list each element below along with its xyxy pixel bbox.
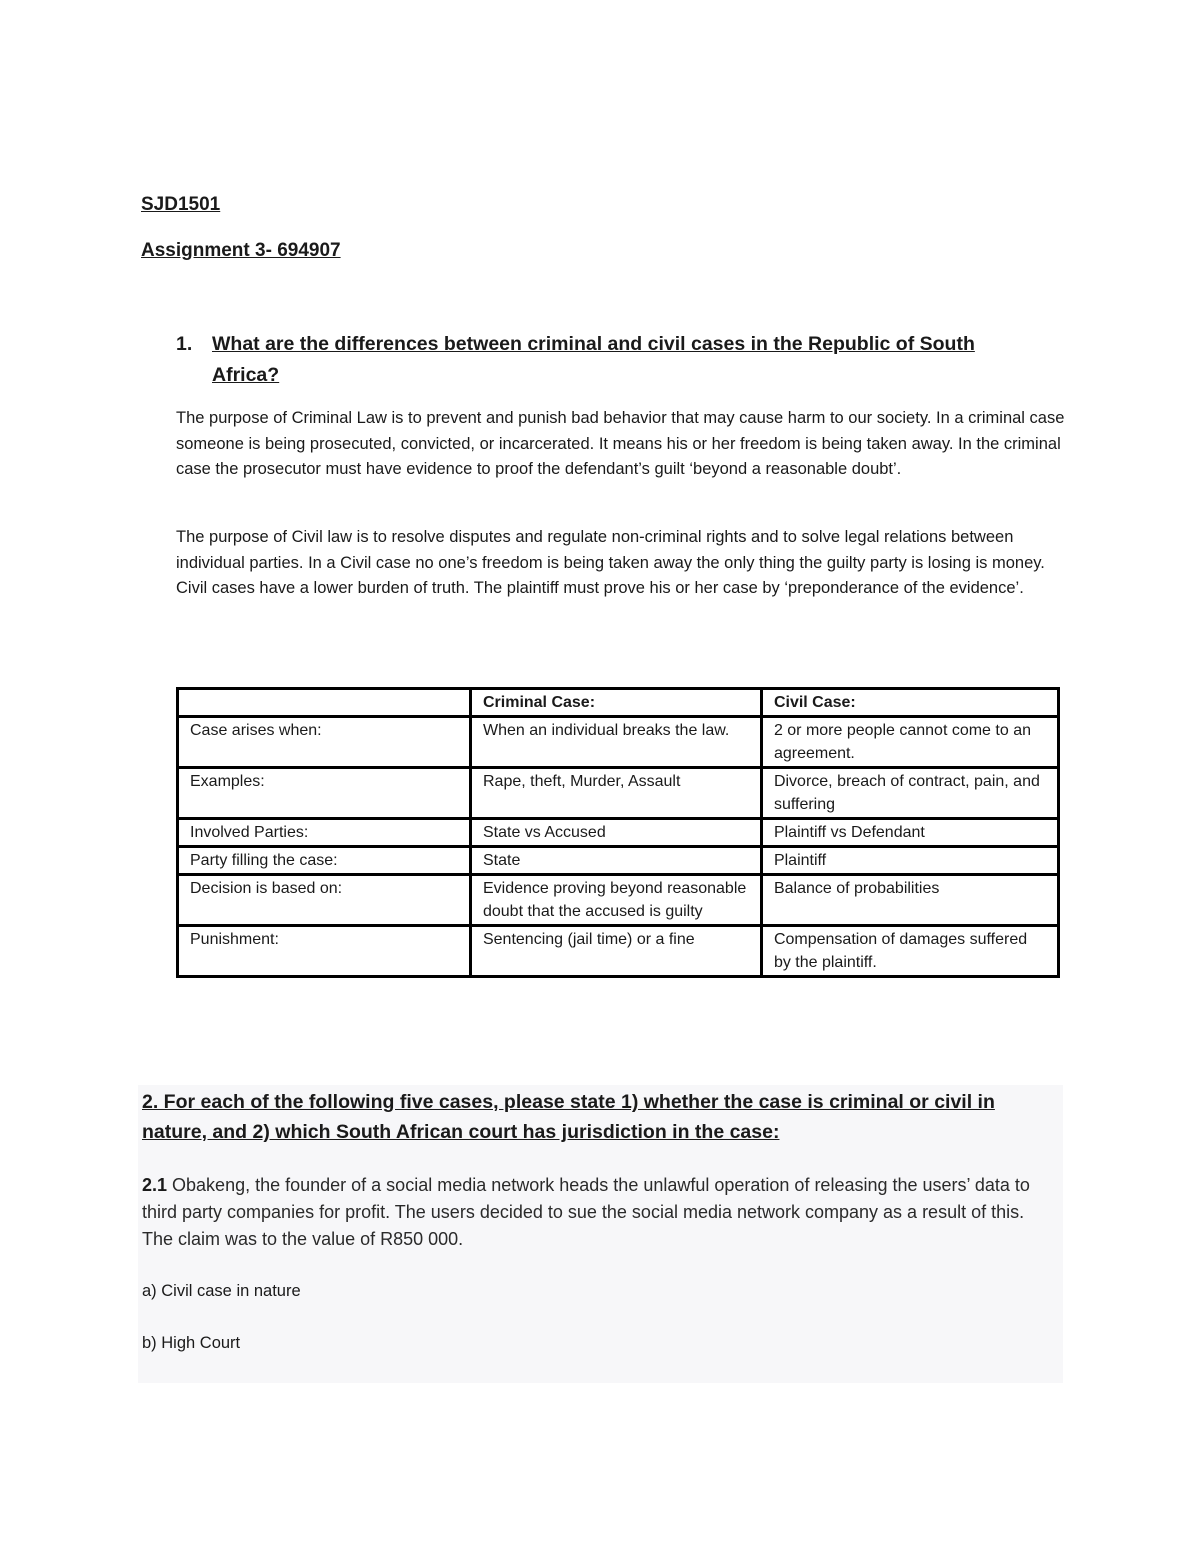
table-cell: Sentencing (jail time) or a fine (470, 926, 761, 977)
case-2-1-number: 2.1 (142, 1175, 168, 1195)
table-row (178, 875, 1059, 926)
answer-b: b) High Court (142, 1334, 241, 1352)
table-cell: 2 or more people cannot come to an agreement. (761, 717, 1058, 768)
table-header-cell (178, 689, 471, 717)
table-cell: Party filling the case: (178, 847, 471, 875)
table-cell: Divorce, breach of contract, pain, and suffering (761, 768, 1058, 819)
answer-a: a) Civil case in nature (142, 1282, 301, 1300)
table-header-row (178, 689, 1059, 717)
comparison-table (176, 687, 1060, 978)
table-cell: Evidence proving beyond reasonable doubt that the accused is guilty (470, 875, 761, 926)
case-2-1-text (142, 1172, 1057, 1253)
table-header-cell: Civil Case: (761, 689, 1058, 717)
assignment-title: Assignment 3- 694907 (141, 240, 341, 261)
table-cell: State vs Accused (470, 819, 761, 847)
table-cell: Case arises when: (178, 717, 471, 768)
table-cell: Examples: (178, 768, 471, 819)
table-cell: When an individual breaks the law. (470, 717, 761, 768)
table-cell: Punishment: (178, 926, 471, 977)
table-cell: Rape, theft, Murder, Assault (470, 768, 761, 819)
question-2-heading: 2. For each of the following five cases, please state 1) whether the case is criminal or civil in nature, and 2) which South African court has jurisdiction in the case: (142, 1091, 995, 1143)
civil-law-paragraph: The purpose of Civil law is to resolve disputes and regulate non-criminal rights and to solve legal relations between individual parties. In a Civil case no one’s freedom is being taken away the only thing the guilty party is losing is money. Civil cases have a lower burden of truth. The plaintiff must prove his or her case by ‘preponderance of the evidence’. (176, 528, 1045, 597)
table-cell: Plaintiff vs Defendant (761, 819, 1058, 847)
table-cell: Plaintiff (761, 847, 1058, 875)
case-2-1-body: Obakeng, the founder of a social media network heads the unlawful operation of releasing the users’ data to third party companies for profit. The users decided to sue the social media network company as a result of this. The claim was to the value of R850 000. (142, 1175, 1030, 1249)
table-row (178, 819, 1059, 847)
table-cell: State (470, 847, 761, 875)
question-1-number: 1. (176, 333, 193, 355)
course-code: SJD1501 (141, 194, 221, 215)
question-1-text: What are the differences between criminal and civil cases in the Republic of South Africa? (212, 333, 975, 386)
table-cell: Decision is based on: (178, 875, 471, 926)
table-cell: Compensation of damages suffered by the plaintiff. (761, 926, 1058, 977)
table-header-cell: Criminal Case: (470, 689, 761, 717)
table-cell: Balance of probabilities (761, 875, 1058, 926)
table-row (178, 768, 1059, 819)
table-row (178, 717, 1059, 768)
table-row (178, 847, 1059, 875)
table-cell: Involved Parties: (178, 819, 471, 847)
table-row (178, 926, 1059, 977)
question-2-section (138, 1085, 1063, 1383)
criminal-law-paragraph: The purpose of Criminal Law is to prevent and punish bad behavior that may cause harm to our society. In a criminal case someone is being prosecuted, convicted, or incarcerated. It means his or her freedom is being taken away. In the criminal case the prosecutor must have evidence to proof the defendant’s guilt ‘beyond a reasonable doubt’. (176, 409, 1065, 478)
question-1-heading (176, 329, 1036, 391)
